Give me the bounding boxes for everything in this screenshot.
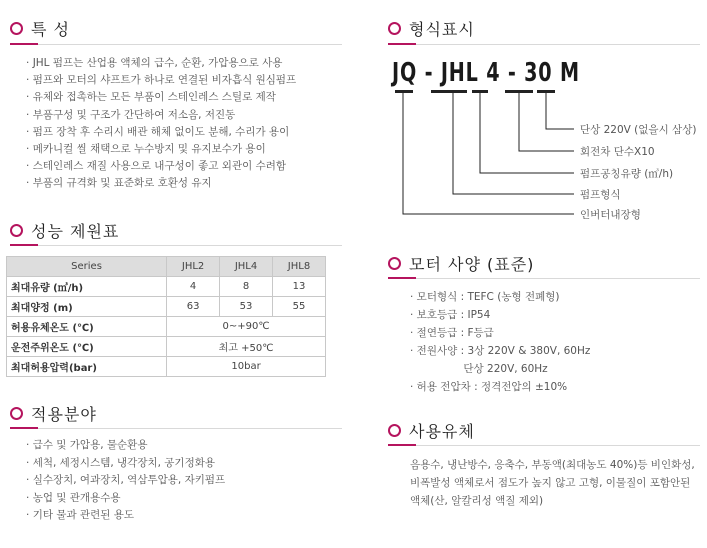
- motor-spec-row: [410, 342, 590, 360]
- motor-spec-row: [410, 306, 590, 324]
- table-cell: 55: [273, 297, 326, 317]
- spec-label: [410, 360, 463, 378]
- list-item: · 세척, 세정시스템, 냉각장치, 공기정화용: [26, 455, 225, 473]
- spec-label: · 절연등급 :: [410, 327, 468, 339]
- header-cell: JHL2: [167, 257, 220, 277]
- spec-label: · 모터형식 :: [410, 291, 468, 303]
- spec-label: · 보호등급 :: [410, 309, 468, 321]
- applications-heading: 적용분야: [10, 402, 97, 425]
- list-item: · JHL 펌프는 산업용 액체의 급수, 순환, 가압용으로 사용: [26, 55, 296, 72]
- list-item: · 실수장치, 여과장치, 역삼투압용, 자키펌프: [26, 472, 225, 490]
- header-cell: JHL4: [220, 257, 273, 277]
- motor-spec-row: [410, 360, 590, 378]
- table-cell: 최고 +50℃: [167, 337, 326, 357]
- spec-label: · 전원사양 :: [410, 345, 468, 357]
- motor-heading: 모터 사양 (표준): [388, 252, 534, 275]
- list-item: · 부품구성 및 구조가 간단하여 저소음, 저진동: [26, 107, 296, 124]
- spec-value: 단상 220V, 60Hz: [463, 363, 548, 375]
- table-cell: 0~+90℃: [167, 317, 326, 337]
- legend-label: 회전차 단수X10: [580, 146, 655, 158]
- model-code-heading: 형식표시: [388, 17, 475, 40]
- list-item: · 기타 물과 관련된 용도: [26, 507, 225, 525]
- motor-spec-row: [410, 324, 590, 342]
- spec-label: · 허용 전압차 :: [410, 381, 481, 393]
- spec-value: 3상 220V & 380V, 60Hz: [467, 345, 591, 357]
- divider: [388, 278, 700, 279]
- list-item: · 농업 및 관개용수용: [26, 490, 225, 508]
- table-cell: 53: [220, 297, 273, 317]
- fluid-description: 음용수, 냉난방수, 응축수, 부동액(최대농도 40%)등 비인화성, 비폭발성 액체로서 점도가 높지 않고 고형, 이물질이 포함안된 액체(산, 알칼리성 액질 제외): [410, 459, 695, 507]
- table-cell: 10bar: [167, 357, 326, 377]
- features-heading: 특 성: [10, 17, 70, 40]
- spec-value: IP54: [467, 309, 491, 321]
- bullet-ring-icon: [388, 257, 401, 270]
- list-item: · 부품의 규격화 및 표준화로 호환성 유지: [26, 175, 296, 192]
- row-label: 허용유체온도 (℃): [7, 317, 167, 337]
- model-code: JQ - JHL 4 - 30 M: [392, 58, 580, 88]
- spec-value: F등급: [467, 327, 494, 339]
- spec-value: 정격전압의 ±10%: [480, 381, 568, 393]
- spec-value: TEFC (농형 전폐형): [467, 291, 560, 303]
- legend-label: 펌프공칭유량 (㎥/h): [580, 168, 674, 180]
- legend-label: 펌프형식: [580, 189, 621, 201]
- header-cell: JHL8: [273, 257, 326, 277]
- table-cell: 8: [220, 277, 273, 297]
- table-cell: 13: [273, 277, 326, 297]
- motor-spec-row: [410, 378, 590, 396]
- motor-spec-list: [410, 288, 590, 396]
- list-item: · 펌프와 모터의 샤프트가 하나로 연결된 비자흡식 원심펌프: [26, 72, 296, 89]
- table-cell: 63: [167, 297, 220, 317]
- list-item: · 유체와 접촉하는 모든 부품이 스테인레스 스틸로 제작: [26, 89, 296, 106]
- divider: [388, 445, 700, 446]
- list-item: · 메카니컬 씰 채택으로 누수방지 및 유지보수가 용이: [26, 141, 296, 158]
- performance-heading: 성능 제원표: [10, 219, 119, 242]
- row-label: 최대유량 (㎥/h): [7, 277, 167, 297]
- legend-label: 인버터내장형: [580, 209, 641, 221]
- motor-spec-row: [410, 288, 590, 306]
- list-item: · 급수 및 가압용, 물순환용: [26, 437, 225, 455]
- fluid-heading: 사용유체: [388, 419, 475, 442]
- row-label: 최대양정 (m): [7, 297, 167, 317]
- bullet-ring-icon: [388, 424, 401, 437]
- header-cell: Series: [7, 257, 167, 277]
- list-item: · 스테인레스 재질 사용으로 내구성이 좋고 외관이 수려함: [26, 158, 296, 175]
- row-label: 최대허용압력(bar): [7, 357, 167, 377]
- row-label: 운전주위온도 (℃): [7, 337, 167, 357]
- list-item: · 펌프 장착 후 수리시 배관 해체 없이도 분해, 수리가 용이: [26, 124, 296, 141]
- legend-label: 단상 220V (없을시 삼상): [580, 124, 697, 136]
- table-cell: 4: [167, 277, 220, 297]
